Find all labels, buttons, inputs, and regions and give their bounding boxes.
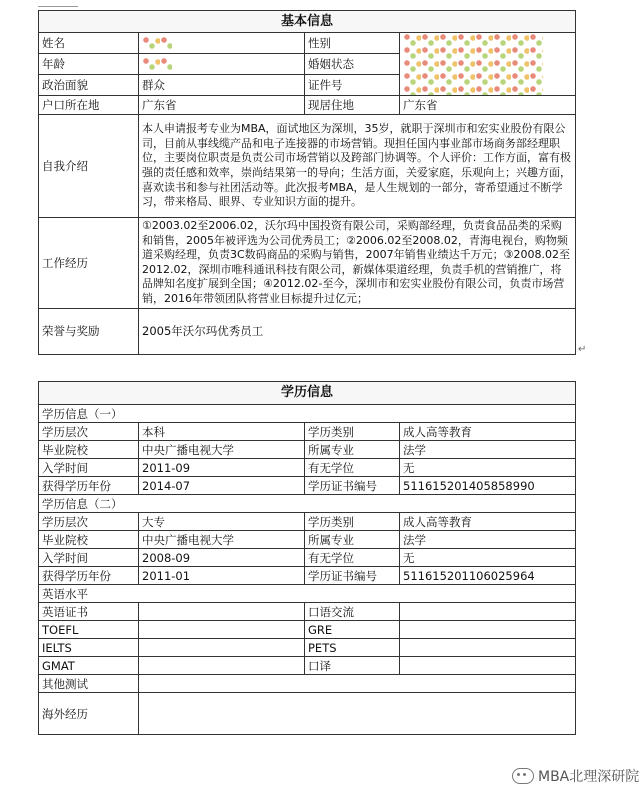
basic-info-title: 基本信息 — [39, 11, 576, 33]
header-rule — [38, 6, 78, 7]
e1-degree: 无 — [400, 459, 576, 477]
level-label: 学历层次 — [39, 513, 139, 531]
ielts-label: IELTS — [39, 639, 139, 657]
english-header: 英语水平 — [39, 585, 576, 603]
residence-label: 现居住地 — [305, 96, 400, 115]
e2-level: 大专 — [139, 513, 305, 531]
degree-label: 有无学位 — [305, 459, 400, 477]
residence-value: 广东省 — [400, 96, 576, 115]
eng-cert-label: 英语证书 — [39, 603, 139, 621]
education-table — [38, 381, 576, 735]
age-label: 年龄 — [39, 54, 139, 75]
enroll-label: 入学时间 — [39, 459, 139, 477]
e2-degree: 无 — [400, 549, 576, 567]
school-label: 毕业院校 — [39, 441, 139, 459]
overseas-value — [139, 693, 576, 735]
education-title: 学历信息 — [39, 382, 576, 405]
pets-value — [400, 639, 576, 657]
other-tests-label: 其他测试 — [39, 675, 139, 693]
e1-enroll: 2011-09 — [139, 459, 305, 477]
cert-label: 学历证书编号 — [305, 477, 400, 495]
basic-info-table — [38, 10, 576, 355]
e1-level: 本科 — [139, 423, 305, 441]
edu1-header: 学历信息（一） — [39, 405, 576, 423]
work-label: 工作经历 — [39, 218, 139, 309]
marital-label: 婚姻状态 — [305, 54, 400, 75]
e2-type: 成人高等教育 — [400, 513, 576, 531]
cert-label: 学历证书编号 — [305, 567, 400, 585]
grad-label: 获得学历年份 — [39, 477, 139, 495]
level-label: 学历层次 — [39, 423, 139, 441]
name-value-redacted — [139, 33, 305, 54]
political-value: 群众 — [139, 75, 305, 96]
e1-cert: 511615201405858990 — [400, 477, 576, 495]
honor-label: 荣誉与奖励 — [39, 308, 139, 354]
e2-school: 中央广播电视大学 — [139, 531, 305, 549]
e2-cert: 511615201106025964 — [400, 567, 576, 585]
work-value: ①2003.02至2006.02，沃尔玛中国投资有限公司，采购部经理，负责食品品类的采购和销售，2005年被评选为公司优秀员工；②2006.02至2008.02，青海电视台，购物频道采购经理，负责3C数码商品的采购与销售，2007年销售业绩达千万元；③2008.02至2012.02，深圳市唯科通讯科技有限公司，新媒体渠道经理，负责手机的营销推广，将品牌知名度扩展到全国；④2012.02-至今，深圳市和宏实业股份有限公司，负责市场营销，2016年带领团队将营业目标提升过亿元； — [139, 218, 576, 309]
political-label: 政治面貌 — [39, 75, 139, 96]
watermark — [512, 766, 639, 786]
watermark-text: MBA北理深研院 — [538, 769, 640, 785]
honor-value: 2005年沃尔玛优秀员工 — [139, 308, 576, 354]
type-label: 学历类别 — [305, 423, 400, 441]
e1-type: 成人高等教育 — [400, 423, 576, 441]
eng-cert-value — [139, 603, 305, 621]
toefl-label: TOEFL — [39, 621, 139, 639]
overseas-label: 海外经历 — [39, 693, 139, 735]
enroll-label: 入学时间 — [39, 549, 139, 567]
ielts-value — [139, 639, 305, 657]
e2-grad: 2011-01 — [139, 567, 305, 585]
school-label: 毕业院校 — [39, 531, 139, 549]
gre-label: GRE — [305, 621, 400, 639]
paragraph-mark: ↵ — [578, 344, 587, 355]
type-label: 学历类别 — [305, 513, 400, 531]
hukou-label: 户口所在地 — [39, 96, 139, 115]
oral-value — [400, 603, 576, 621]
major-label: 所属专业 — [305, 531, 400, 549]
gmat-label: GMAT — [39, 657, 139, 675]
oral-label: 口语交流 — [305, 603, 400, 621]
wechat-icon — [512, 768, 534, 784]
degree-label: 有无学位 — [305, 549, 400, 567]
intro-label: 自我介绍 — [39, 115, 139, 218]
gender-label: 性别 — [305, 33, 400, 54]
pets-label: PETS — [305, 639, 400, 657]
e1-major: 法学 — [400, 441, 576, 459]
hukou-value: 广东省 — [139, 96, 305, 115]
edu2-header: 学历信息（二） — [39, 495, 576, 513]
gmat-value — [139, 657, 305, 675]
major-label: 所属专业 — [305, 441, 400, 459]
e1-grad: 2014-07 — [139, 477, 305, 495]
e2-major: 法学 — [400, 531, 576, 549]
other-tests-value — [139, 675, 576, 693]
e1-school: 中央广播电视大学 — [139, 441, 305, 459]
grad-label: 获得学历年份 — [39, 567, 139, 585]
name-label: 姓名 — [39, 33, 139, 54]
photo-redacted — [400, 33, 576, 96]
gre-value — [400, 621, 576, 639]
interp-label: 口译 — [305, 657, 400, 675]
age-value-redacted — [139, 54, 305, 75]
intro-value: 本人申请报考专业为MBA，面试地区为深圳，35岁，就职于深圳市和宏实业股份有限公司，目前从事线缆产品和电子连接器的市场营销。现担任国内事业部市场商务部经理职位，主要岗位职责是负责公司市场营销以及跨部门协调等。个人评价：工作方面，富有极强的责任感和效率，崇尚结果第一的导向；生活方面，关爱家庭，乐观向上；兴趣方面，喜欢读书和参与社团活动等。此次报考MBA，是人生规划的一部分，寄希望通过不断学习，带来格局、眼界、专业知识方面的提升。 — [139, 115, 576, 218]
interp-value — [400, 657, 576, 675]
e2-enroll: 2008-09 — [139, 549, 305, 567]
toefl-value — [139, 621, 305, 639]
id-label: 证件号 — [305, 75, 400, 96]
